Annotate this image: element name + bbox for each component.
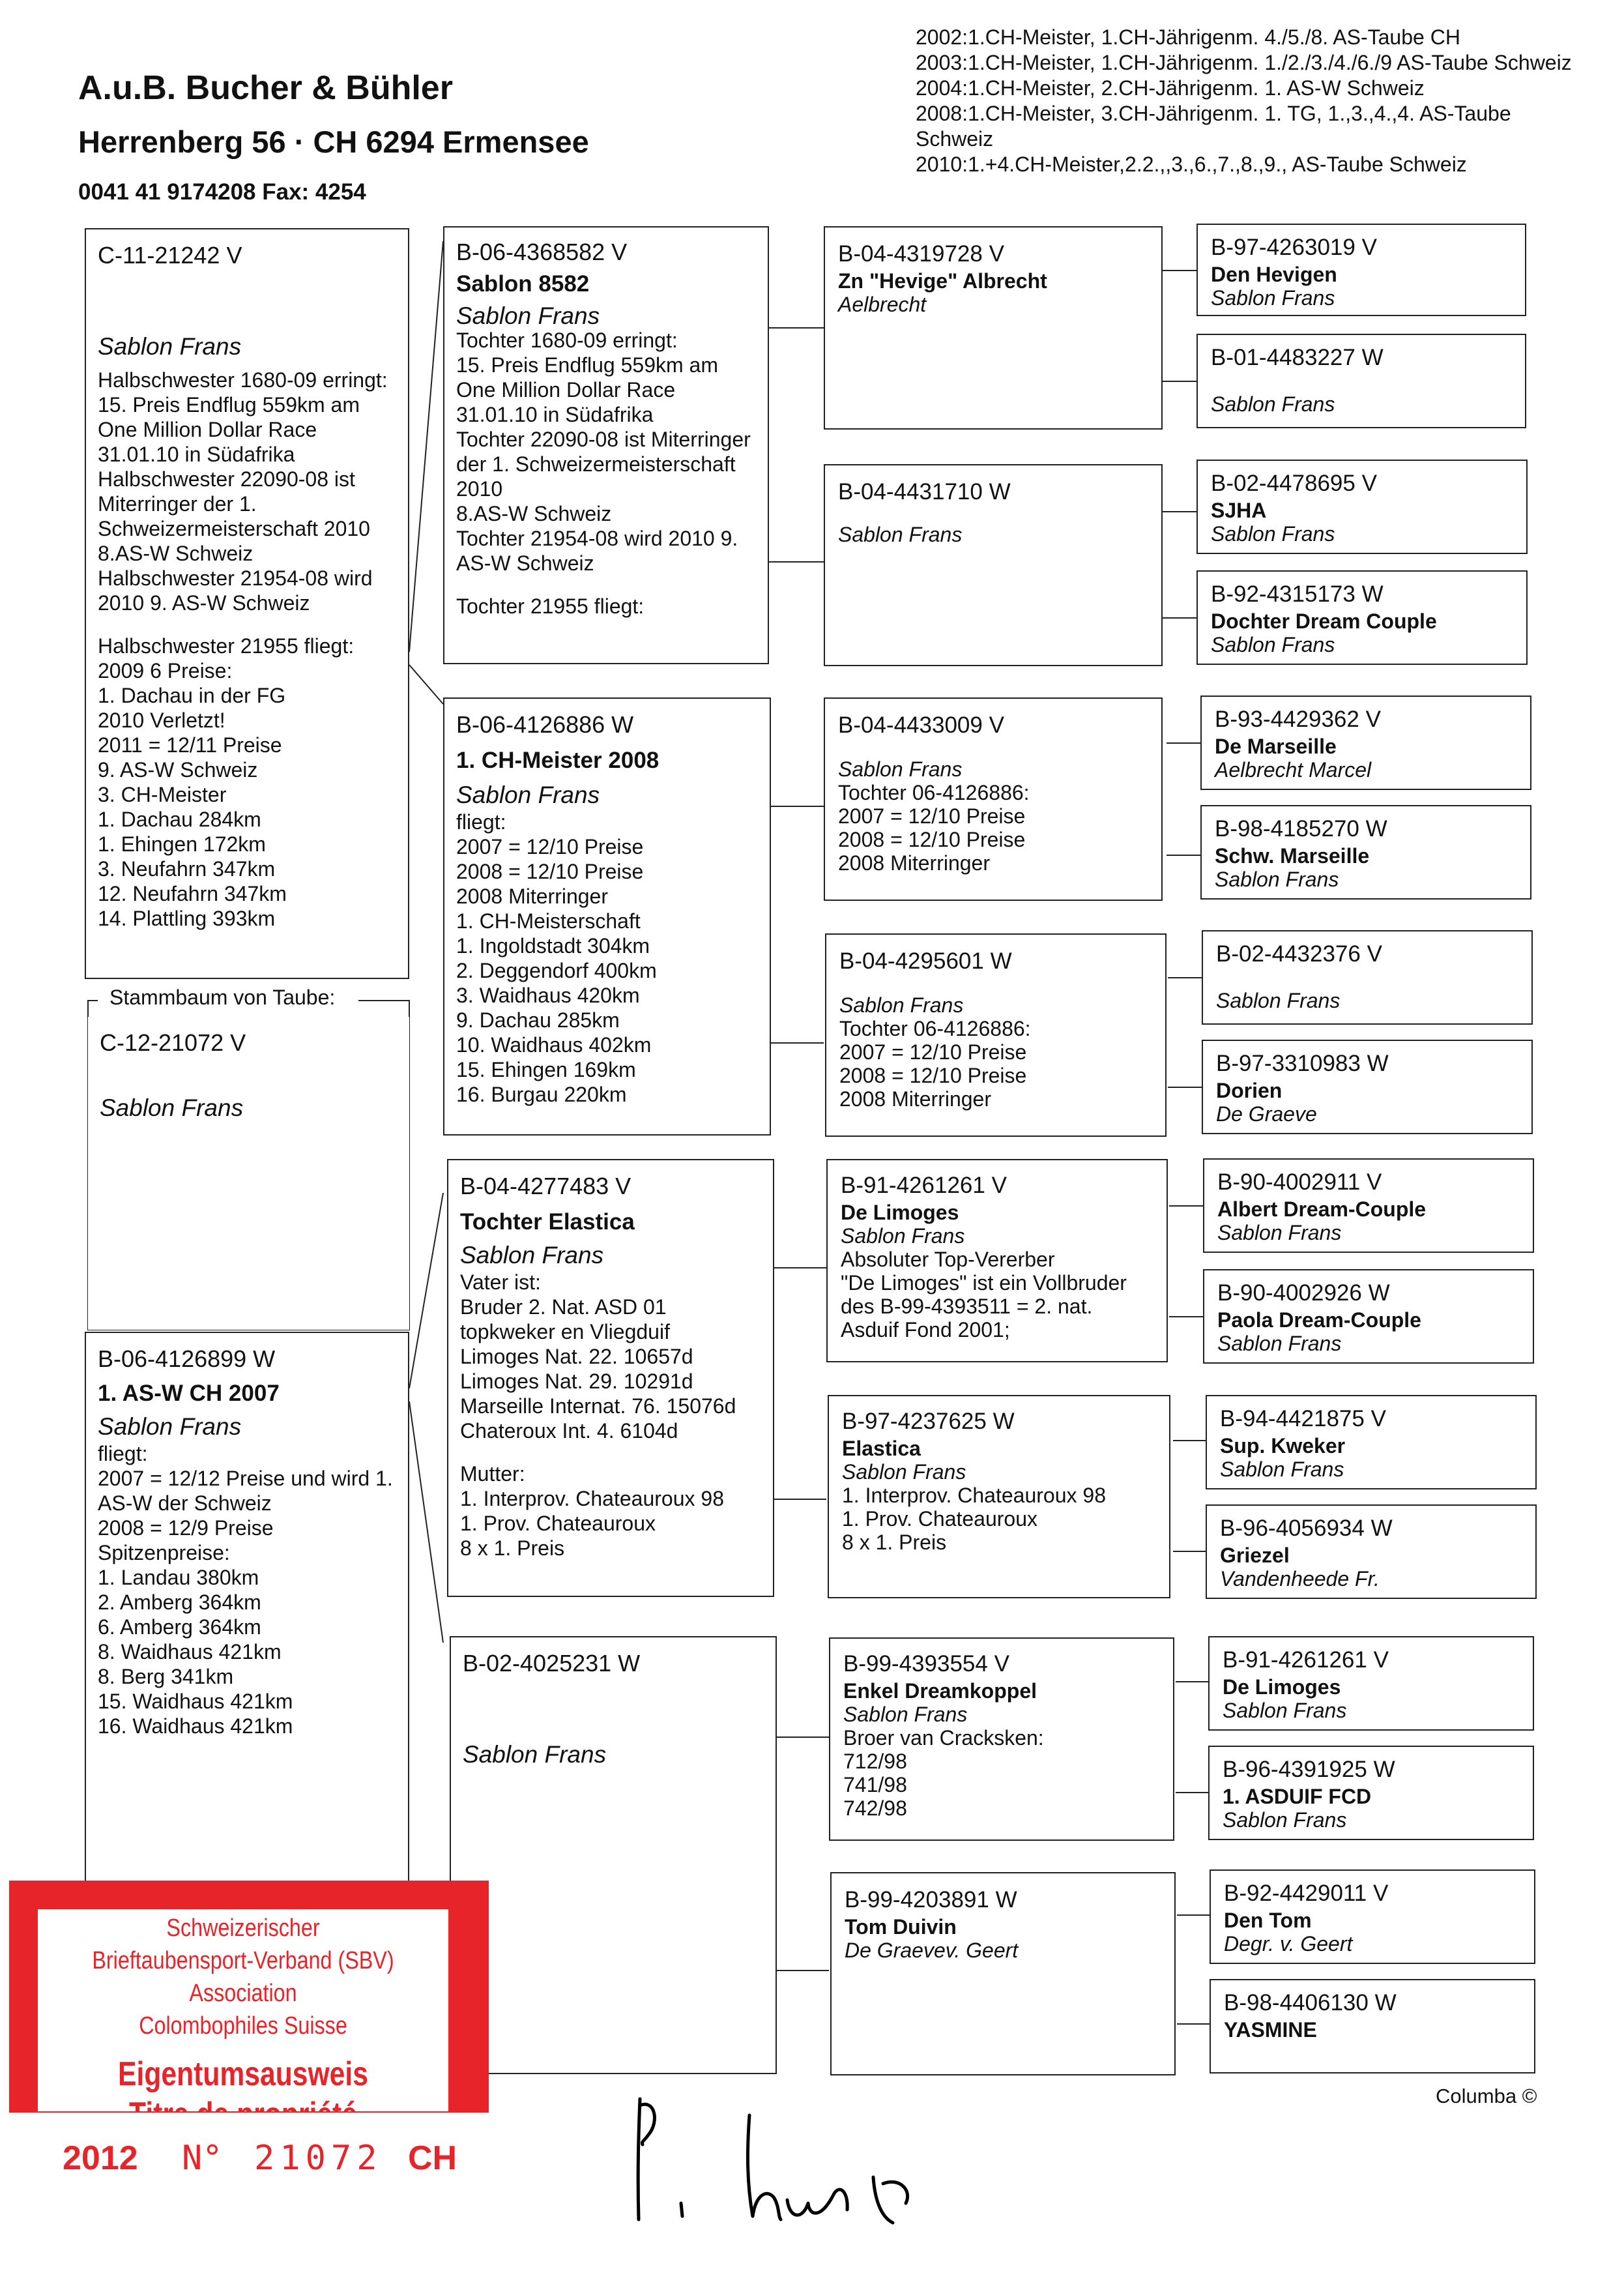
parent-text: Tochter 1680-09 erringt: 15. Preis Endflug 559km am One Million Dollar Race 31.01.10 in Südafrika Tochter 22090-08 ist Miterringer der 1. Schweizermeisterschaft 2010 8.AS-W Schweiz Tochter 21954-08 wird 2010 9. AS-W Schweiz bbox=[456, 329, 751, 575]
dam-card bbox=[85, 1332, 409, 1894]
grandparent-breeder: Sablon Frans bbox=[842, 1460, 966, 1484]
stamp-org-line: Schweizerischer bbox=[166, 1914, 320, 1942]
owner-address: Herrenberg 56 · CH 6294 Ermensee bbox=[78, 125, 589, 159]
parent-ring: B-06-4126886 W bbox=[456, 711, 634, 738]
gg-name: Schw. Marseille bbox=[1215, 844, 1370, 868]
grandparent-text: Absoluter Top-Vererber "De Limoges" ist ein Vollbruder des B-99-4393511 = 2. nat. Asduif Fond 2001; bbox=[841, 1248, 1127, 1341]
connector-line bbox=[409, 1193, 443, 1388]
dam-name: 1. AS-W CH 2007 bbox=[98, 1381, 280, 1406]
owner-name: A.u.B. Bucher & Bühler bbox=[78, 69, 453, 107]
gg-breeder: Sablon Frans bbox=[1215, 868, 1339, 891]
grandparent-breeder: Aelbrecht bbox=[838, 293, 927, 316]
sibling-breeder: Sablon Frans bbox=[98, 333, 242, 360]
gg-ring: B-96-4391925 W bbox=[1223, 1757, 1395, 1782]
grandparent-breeder: Sablon Frans bbox=[843, 1703, 968, 1726]
gg-name: Dochter Dream Couple bbox=[1211, 609, 1437, 633]
parent-card bbox=[443, 697, 771, 1136]
grandparent-card bbox=[826, 1159, 1168, 1362]
grandparent-card bbox=[824, 464, 1163, 666]
great-grandparent-card bbox=[1196, 224, 1526, 316]
sibling-text-2: Halbschwester 21955 fliegt: 2009 6 Preise: 1. Dachau in der FG 2010 Verletzt! 2011 = 12/11 Preise 9. AS-W Schweiz 3. CH-Meister 1. Dachau 284km 1. Ehingen 172km 3. Neufahrn 347km 12. Neufahrn 347km 14. Plattling 393km bbox=[98, 634, 355, 930]
ownership-stamp bbox=[9, 1881, 489, 2199]
great-grandparent-card bbox=[1203, 1158, 1534, 1253]
gg-ring: B-90-4002911 V bbox=[1217, 1169, 1382, 1195]
gg-ring: B-02-4478695 V bbox=[1211, 471, 1377, 496]
gg-breeder: Sablon Frans bbox=[1211, 522, 1335, 546]
copyright: Columba © bbox=[1436, 2085, 1537, 2107]
great-grandparent-card bbox=[1206, 1504, 1537, 1599]
parent-name: Sablon 8582 bbox=[456, 271, 590, 297]
signature bbox=[619, 2086, 958, 2236]
great-grandparent-card bbox=[1196, 334, 1526, 428]
sibling-text: Halbschwester 1680-09 erringt: 15. Preis Endflug 559km am One Million Dollar Race 31.01.10 in Südafrika Halbschwester 22090-08 ist Miterringer der 1. Schweizermeisterschaft 2010 8.AS-W Schweiz Halbschwester 21954-08 wird 2010 9. AS-W Schweiz bbox=[98, 368, 388, 615]
grandparent-card bbox=[828, 1395, 1170, 1598]
grandparent-text: Tochter 06-4126886: 2007 = 12/10 Preise 2008 = 12/10 Preise 2008 Miterringer bbox=[838, 781, 1030, 875]
parent-card bbox=[450, 1636, 777, 2074]
gg-name: YASMINE bbox=[1224, 2018, 1317, 2042]
subject-ring: C-12-21072 V bbox=[100, 1029, 246, 1056]
gg-ring: B-94-4421875 V bbox=[1220, 1406, 1386, 1431]
gg-name: Den Hevigen bbox=[1211, 263, 1337, 286]
gg-breeder: Sablon Frans bbox=[1216, 989, 1341, 1012]
stamp-org-line: Association bbox=[189, 1980, 297, 2007]
gg-breeder: Sablon Frans bbox=[1220, 1458, 1344, 1481]
dam-breeder: Sablon Frans bbox=[98, 1413, 242, 1440]
parent-name: Tochter Elastica bbox=[460, 1209, 635, 1235]
gg-breeder: Degr. v. Geert bbox=[1224, 1932, 1353, 1956]
grandparent-name: Elastica bbox=[842, 1437, 921, 1460]
gg-breeder: Sablon Frans bbox=[1223, 1808, 1347, 1832]
achievement-line: 2010:1.+4.CH-Meister,2.2.,,3.,6.,7.,8.,9., AS-Taube Schweiz bbox=[916, 153, 1467, 176]
great-grandparent-card bbox=[1196, 460, 1528, 554]
subject-breeder: Sablon Frans bbox=[100, 1094, 244, 1121]
gg-name: Sup. Kweker bbox=[1220, 1434, 1346, 1458]
gg-name: Paola Dream-Couple bbox=[1217, 1308, 1421, 1332]
gg-name: Dorien bbox=[1216, 1079, 1283, 1102]
gg-breeder: Aelbrecht Marcel bbox=[1215, 758, 1372, 782]
grandparent-name: Tom Duivin bbox=[845, 1915, 957, 1939]
grandparent-breeder: Sablon Frans bbox=[839, 993, 964, 1017]
great-grandparent-card bbox=[1203, 1269, 1534, 1364]
connector-line bbox=[409, 665, 443, 704]
grandparent-ring: B-99-4203891 W bbox=[845, 1887, 1017, 1912]
grandparent-ring: B-04-4295601 W bbox=[839, 948, 1012, 974]
dam-ring: B-06-4126899 W bbox=[98, 1345, 276, 1372]
gg-ring: B-01-4483227 W bbox=[1211, 345, 1384, 370]
parent-ring: B-04-4277483 V bbox=[460, 1173, 631, 1199]
pedigree-label: Stammbaum von Taube: bbox=[103, 986, 341, 1010]
achievement-line: 2004:1.CH-Meister, 2.CH-Jährigenm. 1. AS-W Schweiz bbox=[916, 76, 1425, 100]
gg-ring: B-92-4315173 W bbox=[1211, 581, 1384, 607]
grandparent-text: Tochter 06-4126886: 2007 = 12/10 Preise 2008 = 12/10 Preise 2008 Miterringer bbox=[839, 1017, 1031, 1111]
grandparent-name: Enkel Dreamkoppel bbox=[843, 1679, 1037, 1703]
grandparent-breeder: Sablon Frans bbox=[838, 757, 963, 781]
grandparent-breeder: Sablon Frans bbox=[841, 1224, 965, 1248]
gg-name: Griezel bbox=[1220, 1544, 1290, 1567]
great-grandparent-card bbox=[1206, 1395, 1537, 1489]
parent-card bbox=[447, 1159, 774, 1597]
gg-ring: B-93-4429362 V bbox=[1215, 707, 1381, 732]
gg-name: Den Tom bbox=[1224, 1909, 1312, 1932]
gg-ring: B-97-4263019 V bbox=[1211, 235, 1377, 260]
parent-ring: B-06-4368582 V bbox=[456, 239, 628, 265]
stamp-no-label: N° bbox=[182, 2139, 223, 2178]
gg-name: SJHA bbox=[1211, 499, 1267, 522]
stamp-title: Eigentumsausweis bbox=[118, 2055, 368, 2093]
grandparent-card bbox=[829, 1637, 1174, 1841]
connector-line bbox=[409, 1401, 443, 1643]
subject-card bbox=[88, 1017, 409, 1330]
grandparent-name: De Limoges bbox=[841, 1201, 959, 1224]
stamp-number: 21072 bbox=[254, 2139, 383, 2178]
parent-name: 1. CH-Meister 2008 bbox=[456, 748, 660, 773]
gg-breeder: Sablon Frans bbox=[1211, 286, 1335, 310]
parent-breeder: Sablon Frans bbox=[460, 1242, 604, 1268]
sibling-card bbox=[85, 228, 409, 979]
parent-text-2: Tochter 21955 fliegt: bbox=[456, 594, 645, 618]
great-grandparent-card bbox=[1208, 1636, 1534, 1731]
connector-line bbox=[409, 241, 443, 652]
gg-breeder: De Graeve bbox=[1216, 1102, 1317, 1126]
gg-ring: B-97-3310983 W bbox=[1216, 1051, 1389, 1076]
grandparent-ring: B-91-4261261 V bbox=[841, 1173, 1007, 1198]
gg-breeder: Sablon Frans bbox=[1217, 1221, 1342, 1244]
stamp-footer bbox=[9, 2113, 489, 2199]
great-grandparent-card bbox=[1210, 1869, 1535, 1964]
parent-text: Vater ist: Bruder 2. Nat. ASD 01 topkweker en Vliegduif Limoges Nat. 22. 10657d Limoges Nat. 29. 10291d Marseille Internat. 76. 15076d Chateroux Int. 4. 6104d bbox=[460, 1270, 736, 1443]
owner-phone: 0041 41 9174208 Fax: 4254 bbox=[78, 179, 366, 205]
stamp-country: CH bbox=[408, 2139, 457, 2177]
parent-breeder: Sablon Frans bbox=[456, 782, 600, 808]
great-grandparent-card bbox=[1200, 805, 1531, 900]
parent-breeder: Sablon Frans bbox=[463, 1741, 607, 1768]
gg-ring: B-98-4406130 W bbox=[1224, 1990, 1397, 2015]
gg-breeder: Vandenheede Fr. bbox=[1220, 1567, 1380, 1590]
grandparent-card bbox=[824, 226, 1163, 430]
great-grandparent-card bbox=[1200, 696, 1531, 790]
parent-card bbox=[443, 226, 769, 664]
gg-name: De Marseille bbox=[1215, 735, 1337, 758]
grandparent-text: Broer van Cracksken: 712/98 741/98 742/98 bbox=[843, 1726, 1044, 1820]
stamp-inner bbox=[38, 1909, 448, 2111]
gg-breeder: Sablon Frans bbox=[1211, 392, 1335, 416]
stamp-org-line: Brieftaubensport-Verband (SBV) bbox=[92, 1947, 394, 1974]
parent-breeder: Sablon Frans bbox=[456, 302, 600, 329]
gg-ring: B-91-4261261 V bbox=[1223, 1647, 1389, 1673]
achievement-line: 2003:1.CH-Meister, 1.CH-Jährigenm. 1./2./3./4./6./9 AS-Taube Schweiz bbox=[916, 51, 1572, 74]
achievement-line: 2002:1.CH-Meister, 1.CH-Jährigenm. 4./5./8. AS-Taube CH bbox=[916, 25, 1460, 49]
gg-ring: B-96-4056934 W bbox=[1220, 1516, 1393, 1541]
great-grandparent-card bbox=[1202, 930, 1533, 1025]
parent-text-2: Mutter: 1. Interprov. Chateauroux 98 1. Prov. Chateauroux 8 x 1. Preis bbox=[460, 1462, 724, 1560]
gg-name: De Limoges bbox=[1223, 1675, 1341, 1699]
parent-ring: B-02-4025231 W bbox=[463, 1650, 641, 1677]
grandparent-card bbox=[825, 933, 1167, 1137]
grandparent-ring: B-04-4319728 V bbox=[838, 241, 1004, 267]
dam-text: fliegt: 2007 = 12/12 Preise und wird 1. AS-W der Schweiz 2008 = 12/9 Preise Spitzenpreise: 1. Landau 380km 2. Amberg 364km 6. Amberg 364km 8. Waidhaus 421km 8. Berg 341km 15. Waidhaus 421km 16. Waidhaus 421km bbox=[98, 1442, 393, 1738]
gg-ring: B-90-4002926 W bbox=[1217, 1280, 1390, 1306]
great-grandparent-card bbox=[1208, 1746, 1534, 1840]
grandparent-card bbox=[830, 1872, 1176, 2075]
grandparent-breeder: Sablon Frans bbox=[838, 523, 963, 546]
grandparent-card bbox=[824, 697, 1163, 901]
achievement-line: 2008:1.CH-Meister, 3.CH-Jährigenm. 1. TG, 1.,3.,4.,4. AS-Taube Schweiz bbox=[916, 102, 1511, 151]
gg-name: 1. ASDUIF FCD bbox=[1223, 1785, 1372, 1808]
stamp-year: 2012 bbox=[63, 2139, 138, 2177]
gg-breeder: Sablon Frans bbox=[1217, 1332, 1342, 1355]
grandparent-name: Zn "Hevige" Albrecht bbox=[838, 269, 1047, 293]
grandparent-ring: B-97-4237625 W bbox=[842, 1409, 1015, 1434]
sibling-ring: C-11-21242 V bbox=[98, 242, 242, 269]
grandparent-breeder: De Graevev. Geert bbox=[845, 1939, 1019, 1962]
gg-breeder: Sablon Frans bbox=[1223, 1699, 1347, 1722]
great-grandparent-card bbox=[1202, 1040, 1533, 1134]
gg-ring: B-92-4429011 V bbox=[1224, 1881, 1389, 1906]
gg-name: Albert Dream-Couple bbox=[1217, 1197, 1427, 1221]
great-grandparent-card bbox=[1210, 1979, 1535, 2074]
parent-text: fliegt: 2007 = 12/10 Preise 2008 = 12/10 Preise 2008 Miterringer 1. CH-Meisterschaft 1. Ingoldstadt 304km 2. Deggendorf 400km 3. Waidhaus 420km 9. Dachau 285km 10. Waidhaus 402km 15. Ehingen 169km 16. Burgau 220km bbox=[456, 810, 657, 1106]
gg-ring: B-02-4432376 V bbox=[1216, 941, 1382, 967]
stamp-org-line: Colombophiles Suisse bbox=[139, 2012, 347, 2040]
grandparent-ring: B-04-4433009 V bbox=[838, 712, 1004, 738]
gg-breeder: Sablon Frans bbox=[1211, 633, 1335, 656]
gg-ring: B-98-4185270 W bbox=[1215, 816, 1387, 842]
great-grandparent-card bbox=[1196, 570, 1528, 665]
grandparent-ring: B-99-4393554 V bbox=[843, 1651, 1009, 1677]
grandparent-text: 1. Interprov. Chateauroux 98 1. Prov. Chateauroux 8 x 1. Preis bbox=[842, 1484, 1106, 1554]
grandparent-ring: B-04-4431710 W bbox=[838, 479, 1011, 505]
